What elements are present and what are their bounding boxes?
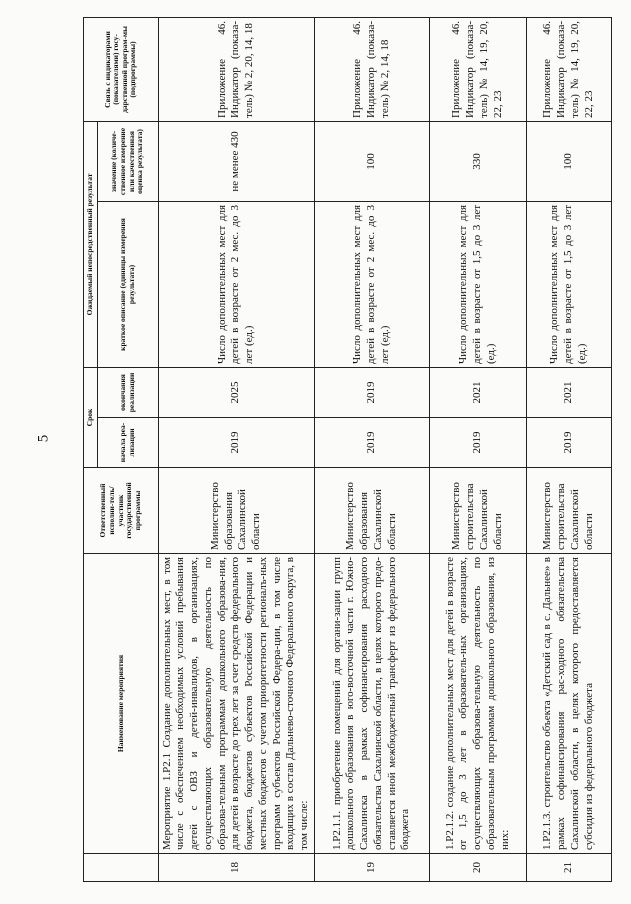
end-year: 2025 [158,367,314,417]
header-link: Связь с индикаторами (показателями) госу-дарственной програм-мы (подпрограммы) [84,17,159,121]
executor: Министерство строительства Сахалинской области [429,468,526,554]
header-executor: Ответственный исполни-тель/участник государственной программы [84,468,159,554]
table-row [429,17,526,881]
start-year: 2019 [314,418,429,468]
result-value: 100 [314,121,429,201]
result-value: 100 [526,121,611,201]
measure-name: 1.Р2.1.3. строительство объекта «Детский сад в с. Дальнее» в рамках софинансирования рас-ходного обязательства Сахалинской области, в целях которого предоставляется субсидия из федерального бюджета [526,554,611,854]
result-description: Число дополнительных мест для детей в возрасте от 1,5 до 3 лет (ед.) [429,201,526,367]
end-year: 2019 [314,367,429,417]
header-term: Срок [84,367,98,467]
result-value: 330 [429,121,526,201]
measure-name: 1.Р2.1.1. приобретение помещений для органи-зации групп дошкольного образования в юго-восточной части г. Южно-Сахалинска в рамках софинансирования расходного обязательства Сахалинской области, в целях которого предо-ставляется иной межбюджетный трансферт из федерального бюджета [314,554,429,854]
result-description: Число дополнительных мест для детей в возрасте от 2 мес. до 3 лет (ед.) [158,201,314,367]
start-year: 2019 [526,418,611,468]
start-year: 2019 [158,418,314,468]
table-row [314,17,429,881]
indicator-link: Приложение 46. Индикатор (показа-тель) № 2, 14, 18 [314,17,429,121]
row-number: 20 [429,854,526,882]
executor: Министерство образования Сахалинской области [158,468,314,554]
header-result-desc: краткое описание (единицы измерения результата) [97,201,158,367]
page-number: 5 [35,434,52,443]
row-number: 18 [158,854,314,882]
header-row-top [84,17,98,881]
header-end: окончания реализации [97,367,158,417]
indicator-link: Приложение 46. Индикатор (показа-тель) № 14, 19, 20, 22, 23 [429,17,526,121]
start-year: 2019 [429,418,526,468]
header-result-value: значение (количе-ственное измерение или качественная оценка результата) [97,121,158,201]
table-row [526,17,611,881]
end-year: 2021 [526,367,611,417]
header-result: Ожидаемый непосредственный результат [84,121,98,367]
header-name: Наименование мероприятия [84,554,159,854]
measure-name: Мероприятие 1.Р2.1 Создание дополнительных мест, в том числе с обеспечением необходимых условий пребывания детей с ОВЗ и детей-инвалидов, в организациях, осуществляющих образовательную деятельность по образова-тельным программам дошкольного образова-ния, для детей в возрасте до трех лет за счет средств федерального бюджета, бюджетов субъектов Российской Федерации и местных бюджетов с учетом приоритетности регионалъ-ных программ субъектов Российской Федера-ции, в том числе входящих в состав Дальнево-сточного Федерального округа, в том числе: [158,554,314,854]
measure-name: 1.Р2.1.2. создание дополнительных мест для детей в возрасте от 1,5 до 3 лет в образователь-ных организациях, осуществляющих образова-тельную деятельность по образовательным программам дошкольного образования, из них: [429,554,526,854]
program-measures-table [83,17,612,882]
rotated-table-sheet [83,18,601,882]
header-number-cell [84,854,159,882]
row-number: 19 [314,854,429,882]
row-number: 21 [526,854,611,882]
executor: Министерство строительства Сахалинской области [526,468,611,554]
indicator-link: Приложение 46. Индикатор (показа-тель) № 14, 19, 20, 22, 23 [526,17,611,121]
table-row [158,17,314,881]
result-description: Число дополнительных мест для детей в возрасте от 1,5 до 3 лет (ед.) [526,201,611,367]
end-year: 2021 [429,367,526,417]
result-value: не менее 430 [158,121,314,201]
header-start: начала реа-лизации [97,418,158,468]
executor: Министерство образования Сахалинской области [314,468,429,554]
result-description: Число дополнительных мест для детей в возрасте от 2 мес. до 3 лет (ед.) [314,201,429,367]
indicator-link: Приложение 46. Индикатор (показа-тель) № 2, 20, 14, 18 [158,17,314,121]
